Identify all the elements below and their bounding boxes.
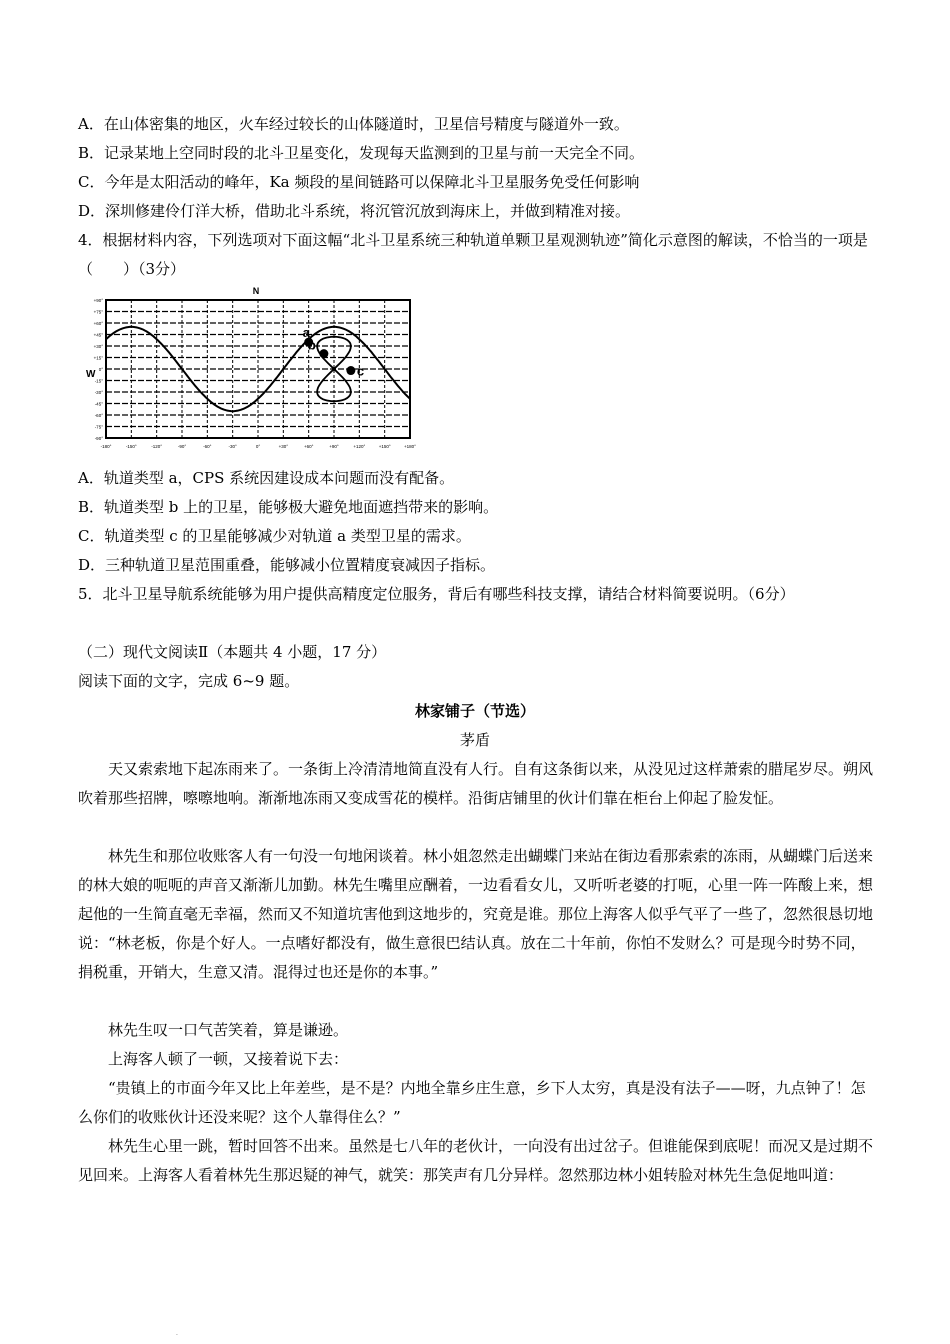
article-author: 茅盾: [459, 731, 490, 749]
x-tick-label: +120°: [353, 444, 366, 449]
q5-stem: 5．北斗卫星导航系统能够为用户提供高精度定位服务，背后有哪些科技支撑，请结合材料简要说明。（6分）: [78, 585, 795, 603]
west-label: W: [86, 369, 96, 380]
orbit-track-chart: [80, 286, 420, 454]
y-tick-label: +90°: [93, 298, 103, 303]
y-tick-label: -45°: [94, 401, 103, 407]
article-paragraph-2: 林先生和那位收账客人有一句没一句地闲谈着。林小姐忽然走出蝴蝶门来站在街边看那索索的冻雨，从蝴蝶门后送来的林大娘的呃呃的声音又渐渐儿加勤。林先生嘴里应酬着，一边看看女儿，又听听老婆的打呃，心里一阵一阵酸上来，想起他的一生简直毫无幸福，然而又不知道坑害他到这地步的，究竟是谁。那位上海客人似乎气平了一些了，忽然很恳切地说：“林老板，你是个好人。一点嗜好都没有，做生意很巴结认真。放在二十年前，你怕不发财么？可是现今时势不同，捐税重，开销大，生意又清。混得过也还是你的本事。”: [78, 847, 874, 981]
x-tick-label: -180°: [100, 444, 112, 449]
q3-option-c: C．今年是太阳活动的峰年，Ka 频段的星间链路可以保障北斗卫星服务免受任何影响: [78, 173, 640, 191]
q4-option-b: B．轨道类型 b 上的卫星，能够极大避免地面遮挡带来的影响。: [78, 498, 499, 516]
marker-b: [319, 349, 328, 358]
y-tick-label: -75°: [94, 424, 103, 430]
y-tick-label: +60°: [93, 321, 103, 326]
y-tick-label: +45°: [93, 332, 103, 338]
label-c: c: [356, 363, 365, 379]
north-label: N: [252, 286, 260, 296]
article-paragraph-4: 上海客人顿了一顿，又接着说下去：: [108, 1050, 349, 1068]
footer-mark: .: [176, 1330, 178, 1337]
y-tick-label: 0°: [98, 367, 103, 372]
x-tick-label: +60°: [303, 444, 314, 449]
y-tick-label: -30°: [94, 390, 103, 395]
y-tick-label: -15°: [94, 378, 103, 384]
x-tick-label: -90°: [177, 444, 187, 449]
x-tick-label: +150°: [378, 444, 391, 449]
label-b: b: [307, 337, 316, 353]
q3-option-d: D．深圳修建伶仃洋大桥，借助北斗系统，将沉管沉放到海床上，并做到精准对接。: [78, 202, 631, 220]
x-tick-label: -60°: [203, 444, 212, 449]
x-tick-label: +180°: [404, 444, 416, 449]
x-tick-label: -30°: [228, 444, 237, 449]
article-title: 林家铺子（节选）: [414, 702, 535, 720]
section-instruction: 阅读下面的文字，完成 6~9 题。: [78, 672, 300, 690]
x-tick-label: -120°: [151, 444, 163, 449]
x-tick-label: +30°: [278, 444, 289, 449]
q4-option-d: D．三种轨道卫星范围重叠，能够减小位置精度衰减因子指标。: [78, 556, 496, 574]
q4-option-c: C．轨道类型 c 的卫星能够减少对轨道 a 类型卫星的需求。: [78, 527, 471, 545]
label-a: a: [302, 325, 310, 341]
x-tick-label: -150°: [125, 444, 137, 449]
q3-option-a: A．在山体密集的地区，火车经过较长的山体隧道时，卫星信号精度与隧道外一致。: [78, 115, 629, 133]
marker-c: [346, 366, 355, 375]
article-paragraph-3: 林先生叹一口气苦笑着，算是谦逊。: [108, 1021, 349, 1039]
section-title: （二）现代文阅读Ⅱ（本题共 4 小题，17 分）: [78, 643, 387, 661]
y-tick-label: +75°: [93, 309, 103, 315]
x-tick-label: +90°: [329, 444, 339, 449]
y-tick-label: -90°: [94, 436, 103, 441]
article-paragraph-5: “贵镇上的市面今年又比上年差些，是不是？内地全靠乡庄生意，乡下人太穷，真是没有法子——呀，九点钟了！怎么你们的收账伙计还没来呢？这个人靠得住么？”: [78, 1079, 866, 1126]
x-tick-label: 0°: [255, 444, 261, 449]
y-tick-label: +15°: [93, 355, 103, 361]
q3-option-b: B．记录某地上空同时段的北斗卫星变化，发现每天监测到的卫星与前一天完全不同。: [78, 144, 645, 162]
q4-stem: 4．根据材料内容，下列选项对下面这幅“北斗卫星系统三种轨道单颗卫星观测轨迹”简化示意图的解读，不恰当的一项是（ ）（3分）: [78, 231, 868, 278]
y-tick-label: -60°: [94, 413, 103, 418]
y-tick-label: +30°: [93, 344, 103, 349]
article-paragraph-6: 林先生心里一跳，暂时回答不出来。虽然是七八年的老伙计，一向没有出过岔子。但谁能保到底呢！而况又是过期不见回来。上海客人看着林先生那迟疑的神气，就笑：那笑声有几分异样。忽然那边林小姐转脸对林先生急促地叫道：: [78, 1137, 874, 1184]
article-paragraph-1: 天又索索地下起冻雨来了。一条街上冷清清地简直没有人行。自有这条街以来，从没见过这样萧索的腊尾岁尽。朔风吹着那些招牌，嚓嚓地响。渐渐地冻雨又变成雪花的模样。沿街店铺里的伙计们靠在柜台上仰起了脸发怔。: [78, 760, 874, 807]
q4-option-a: A．轨道类型 a，CPS 系统因建设成本问题而没有配备。: [78, 469, 455, 487]
